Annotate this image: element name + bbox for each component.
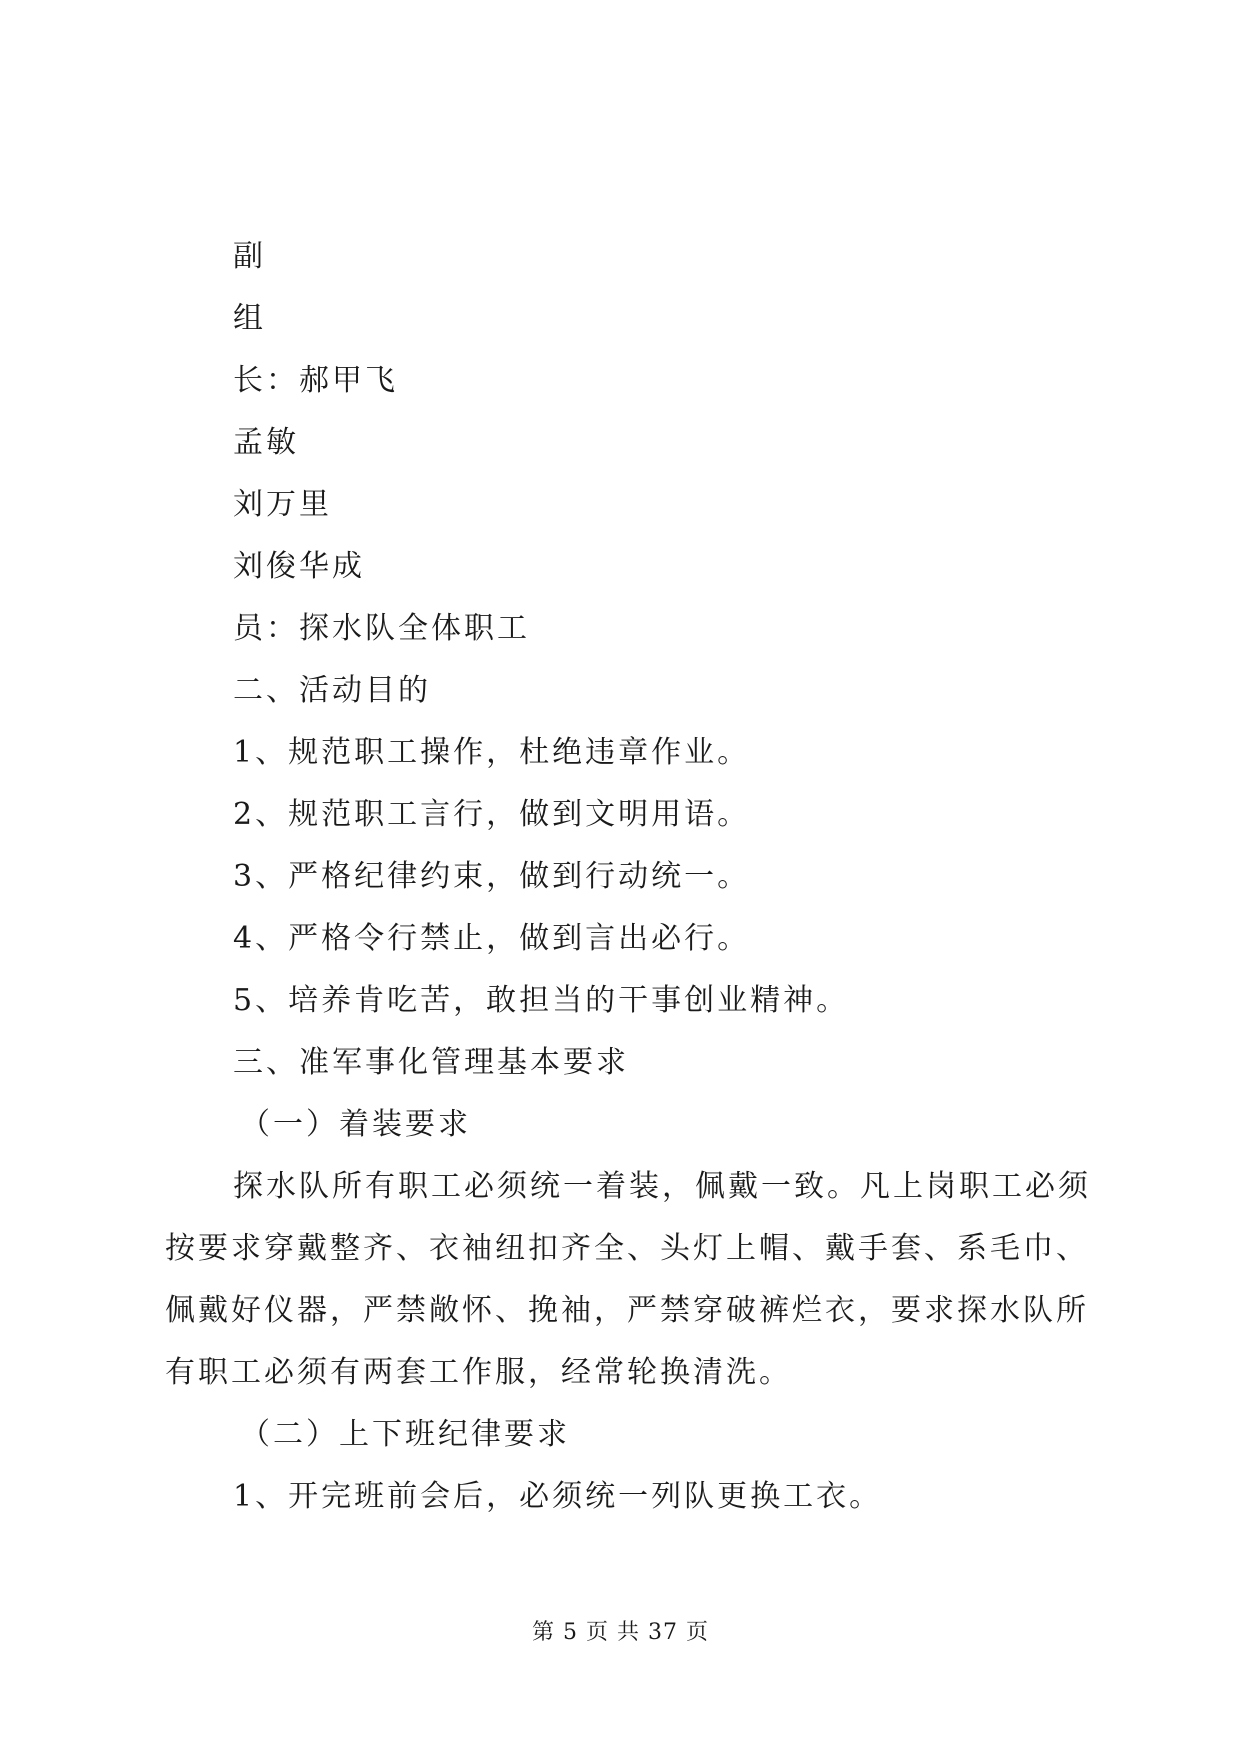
section-heading-activity-purpose: 二、活动目的 [233,673,431,708]
section-heading-requirements: 三、准军事化管理基本要求 [233,1045,629,1080]
text-line-5: 刘万里 [233,487,332,522]
purpose-item-1: 1、规范职工操作，杜绝违章作业。 [233,735,751,770]
purpose-item-2: 2、规范职工言行，做到文明用语。 [233,797,751,832]
paragraph-line-1: 探水队所有职工必须统一着装，佩戴一致。凡上岗职工必须 [233,1169,1091,1204]
text-line-4: 孟敏 [233,425,299,460]
subsection-heading-discipline: （二）上下班纪律要求 [240,1417,570,1452]
page-number-footer: 第 5 页 共 37 页 [532,1620,709,1645]
purpose-item-5: 5、培养肯吃苦，敢担当的干事创业精神。 [233,983,850,1018]
text-line-3: 长：郝甲飞 [233,363,398,398]
text-line-2: 组 [233,301,266,336]
text-line-6: 刘俊华成 [233,549,365,584]
text-line-1: 副 [233,239,266,274]
paragraph-line-3: 佩戴好仪器，严禁敞怀、挽袖，严禁穿破裤烂衣，要求探水队所 [165,1293,1089,1328]
paragraph-line-4: 有职工必须有两套工作服，经常轮换清洗。 [165,1355,792,1390]
subsection-heading-dress: （一）着装要求 [240,1107,471,1142]
purpose-item-4: 4、严格令行禁止，做到言出必行。 [233,921,751,956]
paragraph-line-2: 按要求穿戴整齐、衣袖纽扣齐全、头灯上帽、戴手套、系毛巾、 [165,1231,1089,1266]
text-line-7: 员：探水队全体职工 [233,611,530,646]
discipline-item-1: 1、开完班前会后，必须统一列队更换工衣。 [233,1479,883,1514]
purpose-item-3: 3、严格纪律约束，做到行动统一。 [233,859,751,894]
